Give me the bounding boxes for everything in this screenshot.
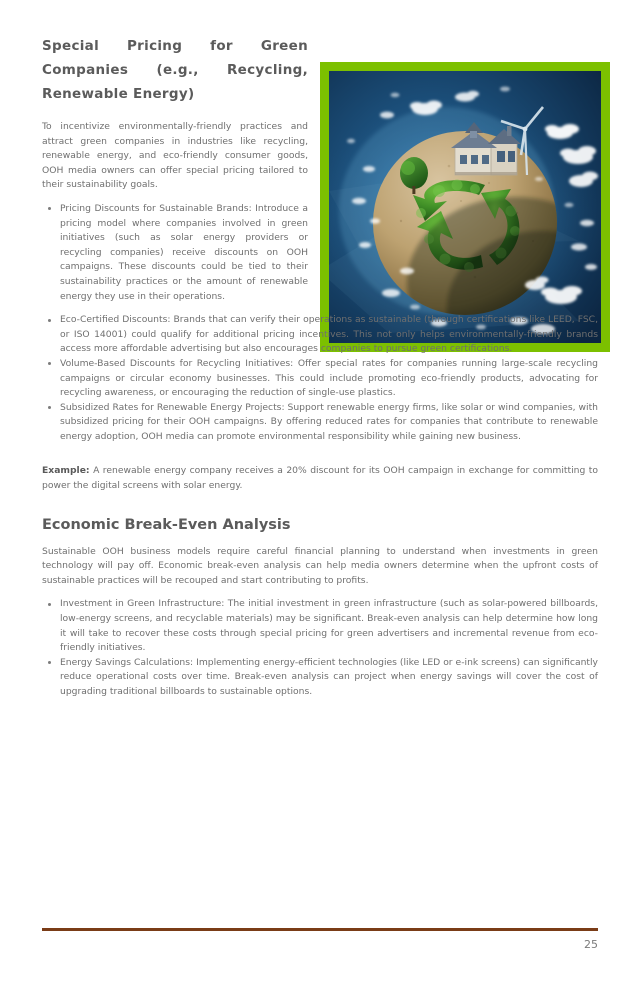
list-item-text: Investment in Green Infrastructure: The initial investment in green infrastructure (such as solar-powered billboards, low-energy screens, and recyclable materials) may be significant. Break-even analysis can help determine how long it will take to recover these costs through special pricing for green advertisers and incremental revenue from eco-friendly initiatives. <box>60 598 598 654</box>
narrow-text-column <box>42 120 308 304</box>
example-label: Example: <box>42 465 90 477</box>
list-item <box>42 357 598 401</box>
bullet-dot-icon <box>48 603 51 606</box>
bullet-list-special-pricing-narrow <box>42 202 308 304</box>
heading-special-pricing: Special Pricing for Green Companies (e.g., Recycling, Renewable Energy) <box>42 38 308 102</box>
list-item <box>42 401 598 445</box>
bullet-dot-icon <box>48 319 51 322</box>
list-item-text: Subsidized Rates for Renewable Energy Projects: Support renewable energy firms, like solar or wind companies, with subsidized pricing for their OOH campaigns. By offering reduced rates for companies that contribute to renewable energy adoption, OOH media can promote environmental responsibility while gaining new business. <box>60 401 598 442</box>
list-item-text: Volume-Based Discounts for Recycling Initiatives: Offer special rates for companies running large-scale recycling campaigns or circular economy businesses. This could include promoting eco-friendly products, advocating for recycling awareness, or encouraging the reduction of single-use plastics. <box>60 357 598 399</box>
list-item <box>42 202 308 304</box>
bullet-list-special-pricing-wide <box>42 313 598 444</box>
list-item <box>42 597 598 655</box>
page-content <box>42 34 598 700</box>
paragraph-break-even-intro: Sustainable OOH business models require careful financial planning to understand when investments in green technology will pay off. Economic break-even analysis can help media owners determine when the upfront costs of sustainable practices will be recouped and start contributing to profits. <box>42 545 598 586</box>
bullet-dot-icon <box>48 661 51 664</box>
list-item-text: Energy Savings Calculations: Implementing energy-efficient technologies (like LED or e-ink screens) can significantly reduce operational costs over time. Break-even analysis can project when energy savings will cover the cost of upgrading traditional billboards to sustainable options. <box>60 656 598 697</box>
bullet-dot-icon <box>48 406 51 409</box>
page-number: 25 <box>584 937 598 951</box>
example-text: A renewable energy company receives a 20% discount for its OOH campaign in exchange for committing to power the digital screens with solar energy. <box>42 465 598 492</box>
paragraph-example <box>42 464 598 493</box>
list-item <box>42 313 598 357</box>
list-item <box>42 656 598 700</box>
paragraph-special-pricing-intro: To incentivize environmentally-friendly practices and attract green companies in industries like recycling, renewable energy, and eco-friendly consumer goods, OOH media owners can offer special pricing tailored to their sustainability goals. <box>42 121 308 191</box>
footer-divider <box>42 928 598 931</box>
list-item-text: Eco-Certified Discounts: Brands that can verify their operations as sustainable (through certifications like LEED, FSC, or ISO 14001) could qualify for additional pricing incentives. This not only helps environmentally-friendly brands access more affordable advertising but also encourages companies to pursue green certifications. <box>60 314 598 355</box>
heading-economic-break-even: Economic Break-Even Analysis <box>42 516 291 533</box>
page-footer <box>42 928 598 951</box>
bullet-dot-icon <box>48 207 51 210</box>
bullet-list-break-even <box>42 597 598 699</box>
bullet-dot-icon <box>48 362 51 365</box>
list-item-text: Pricing Discounts for Sustainable Brands: Introduce a pricing model where companies involved in green initiatives (such as solar energy providers or recycling companies) receive discounts on OOH campaigns. These discounts could be tied to their sustainability practices or the amount of renewable energy they use in their operations. <box>60 202 308 302</box>
